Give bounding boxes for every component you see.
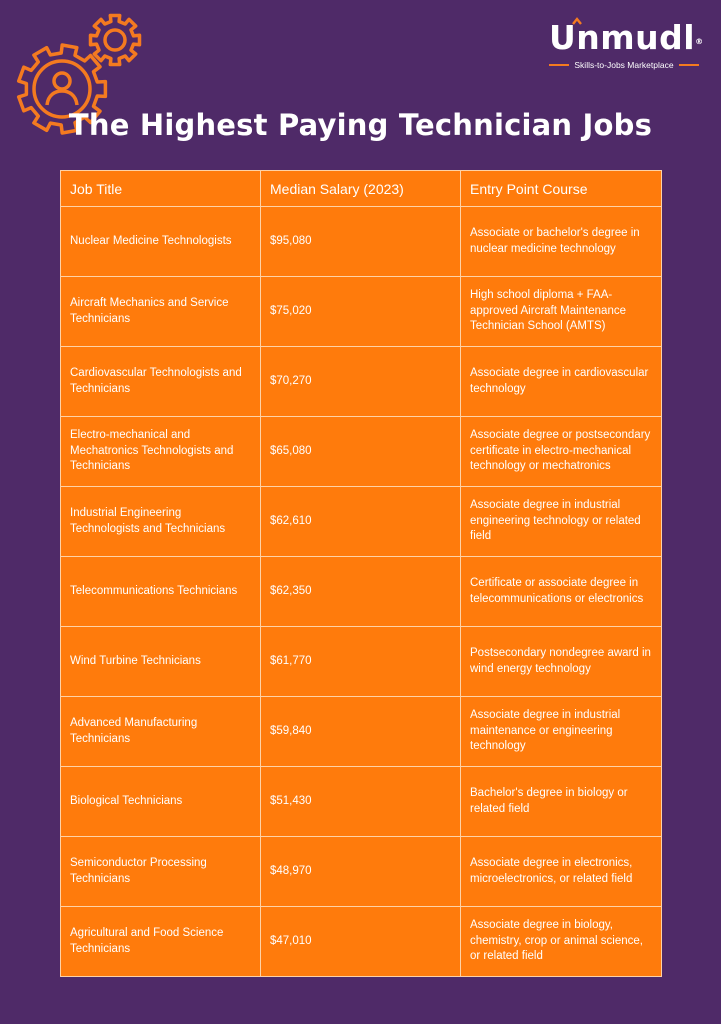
salary-cell: $59,840 [261, 697, 461, 767]
table-row [61, 557, 662, 627]
header-job-title: Job Title [61, 171, 261, 207]
jobs-table [60, 170, 662, 977]
job-title-cell: Industrial Engineering Technologists and Technicians [61, 487, 261, 557]
table-row [61, 347, 662, 417]
table-row [61, 697, 662, 767]
course-cell: Associate degree in industrial engineering technology or related field [461, 487, 662, 557]
tagline-bar-left [549, 64, 569, 66]
brand-logo [549, 18, 704, 70]
job-title-cell: Advanced Manufacturing Technicians [61, 697, 261, 767]
brand-name-text: Unmudl [549, 18, 696, 57]
brand-tagline: Skills-to-Jobs Marketplace [574, 60, 674, 70]
tagline-bar-right [679, 64, 699, 66]
job-title-cell: Electro-mechanical and Mechatronics Technologists and Technicians [61, 417, 261, 487]
course-cell: Associate degree in electronics, microelectronics, or related field [461, 837, 662, 907]
salary-cell: $62,350 [261, 557, 461, 627]
salary-cell: $61,770 [261, 627, 461, 697]
table-row [61, 767, 662, 837]
brand-tagline-row [549, 60, 699, 70]
course-cell: Certificate or associate degree in telecommunications or electronics [461, 557, 662, 627]
table-row [61, 627, 662, 697]
salary-cell: $70,270 [261, 347, 461, 417]
salary-cell: $62,610 [261, 487, 461, 557]
salary-cell: $65,080 [261, 417, 461, 487]
job-title-cell: Telecommunications Technicians [61, 557, 261, 627]
table-row [61, 417, 662, 487]
job-title-cell: Wind Turbine Technicians [61, 627, 261, 697]
salary-cell: $51,430 [261, 767, 461, 837]
job-title-cell: Semiconductor Processing Technicians [61, 837, 261, 907]
brand-name [549, 18, 704, 58]
job-title-cell: Cardiovascular Technologists and Technicians [61, 347, 261, 417]
course-cell: Bachelor's degree in biology or related field [461, 767, 662, 837]
header-median-salary: Median Salary (2023) [261, 171, 461, 207]
course-cell: High school diploma + FAA-approved Aircraft Maintenance Technician School (AMTS) [461, 277, 662, 347]
job-title-cell: Aircraft Mechanics and Service Technicians [61, 277, 261, 347]
table-row [61, 207, 662, 277]
course-cell: Postsecondary nondegree award in wind energy technology [461, 627, 662, 697]
job-title-cell: Biological Technicians [61, 767, 261, 837]
job-title-cell: Nuclear Medicine Technologists [61, 207, 261, 277]
salary-cell: $48,970 [261, 837, 461, 907]
job-title-cell: Agricultural and Food Science Technicians [61, 907, 261, 977]
course-cell: Associate degree or postsecondary certificate in electro-mechanical technology or mechatronics [461, 417, 662, 487]
brand-reg-mark: ® [695, 37, 704, 46]
table-row [61, 907, 662, 977]
table-row [61, 487, 662, 557]
page-title: The Highest Paying Technician Jobs [68, 108, 653, 142]
course-cell: Associate degree in cardiovascular technology [461, 347, 662, 417]
salary-cell: $47,010 [261, 907, 461, 977]
header-entry-point-course: Entry Point Course [461, 171, 662, 207]
course-cell: Associate or bachelor's degree in nuclear medicine technology [461, 207, 662, 277]
table-row [61, 837, 662, 907]
salary-cell: $95,080 [261, 207, 461, 277]
caret-up-icon [572, 16, 582, 26]
course-cell: Associate degree in industrial maintenance or engineering technology [461, 697, 662, 767]
table-row [61, 277, 662, 347]
salary-cell: $75,020 [261, 277, 461, 347]
table-header-row [61, 171, 662, 207]
course-cell: Associate degree in biology, chemistry, crop or animal science, or related field [461, 907, 662, 977]
